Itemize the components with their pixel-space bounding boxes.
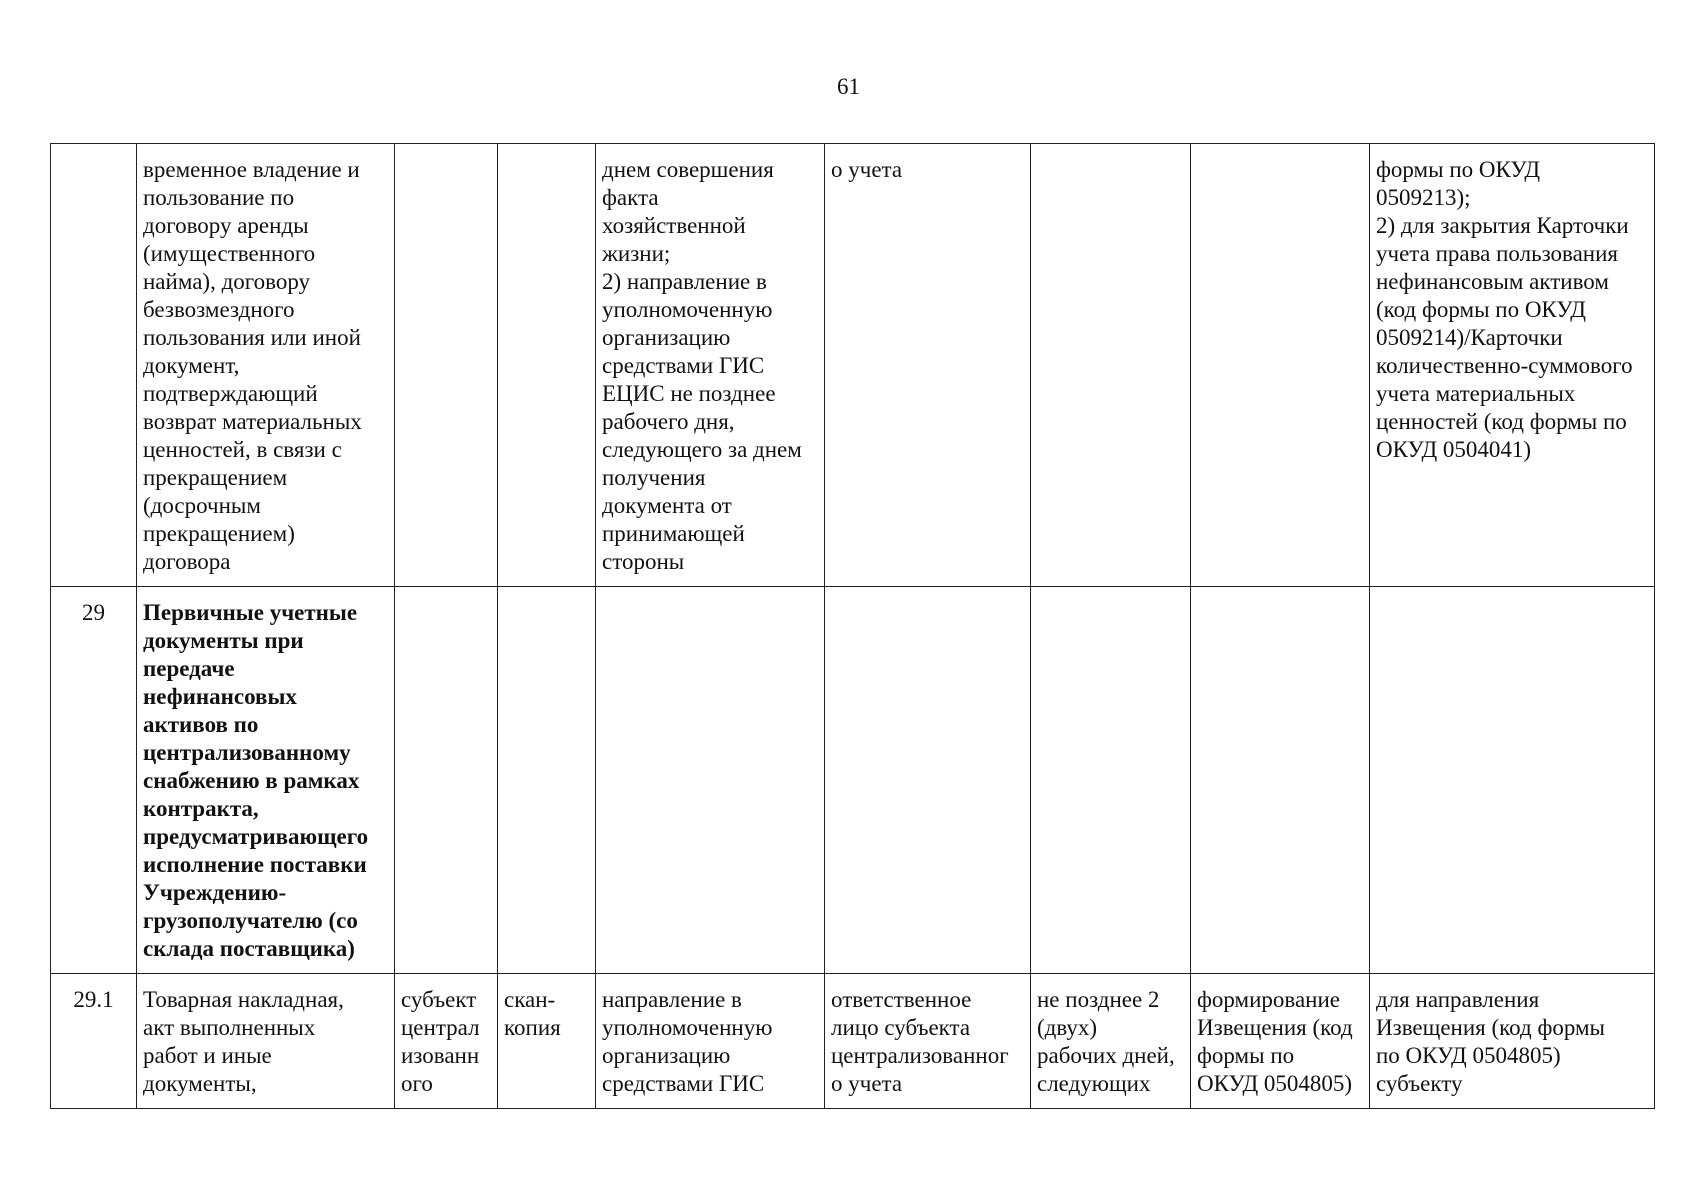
document-form-cell — [498, 144, 596, 587]
row-number: 29.1 — [51, 974, 137, 1109]
document-form-cell: скан- копия — [498, 974, 596, 1109]
table-row — [51, 974, 1655, 1109]
document-form-cell — [498, 587, 596, 974]
responsible-person-cell: ответственное лицо субъекта централизованног о учета — [825, 974, 1031, 1109]
deadline-cell — [1031, 144, 1191, 587]
page-number: 61 — [837, 74, 860, 99]
result-cell — [1191, 144, 1370, 587]
responsible-person-cell: о учета — [825, 144, 1031, 587]
result-cell: формирование Извещения (код формы по ОКУД 0504805) — [1191, 974, 1370, 1109]
table-row — [51, 144, 1655, 587]
responsible-subject-cell: субъект централ изованн ого — [395, 974, 498, 1109]
document-name-cell: временное владение и пользование по договору аренды (имущественного найма), договору безвозмездного пользования или иной документ, подтверждающий возврат материальных ценностей, в связи с прекращением (досрочным прекращением) договора — [137, 144, 395, 587]
purpose-cell: формы по ОКУД 0509213); 2) для закрытия Карточки учета права пользования нефинансовым активом (код формы по ОКУД 0509214)/Карточки количественно-суммового учета материальных ценностей (код формы по ОКУД 0504041) — [1370, 144, 1655, 587]
responsible-subject-cell — [395, 144, 498, 587]
purpose-cell: для направления Извещения (код формы по ОКУД 0504805) субъекту — [1370, 974, 1655, 1109]
table-row — [51, 587, 1655, 974]
result-cell — [1191, 587, 1370, 974]
row-number: 29 — [51, 587, 137, 974]
row-number — [51, 144, 137, 587]
submission-procedure-cell: направление в уполномоченную организацию средствами ГИС — [596, 974, 825, 1109]
deadline-cell — [1031, 587, 1191, 974]
document-name-cell: Товарная накладная, акт выполненных работ и иные документы, — [137, 974, 395, 1109]
deadline-cell: не позднее 2 (двух) рабочих дней, следующих — [1031, 974, 1191, 1109]
responsible-subject-cell — [395, 587, 498, 974]
submission-procedure-cell — [596, 587, 825, 974]
responsible-person-cell — [825, 587, 1031, 974]
document-table — [50, 143, 1655, 1109]
section-heading-cell: Первичные учетные документы при передаче нефинансовых активов по централизованному снабжению в рамках контракта, предусматривающего исполнение поставки Учреждению- грузополучателю (со склада поставщика) — [137, 587, 395, 974]
purpose-cell — [1370, 587, 1655, 974]
submission-procedure-cell: днем совершения факта хозяйственной жизни; 2) направление в уполномоченную организацию средствами ГИС ЕЦИС не позднее рабочего дня, следующего за днем получения документа от принимающей стороны — [596, 144, 825, 587]
